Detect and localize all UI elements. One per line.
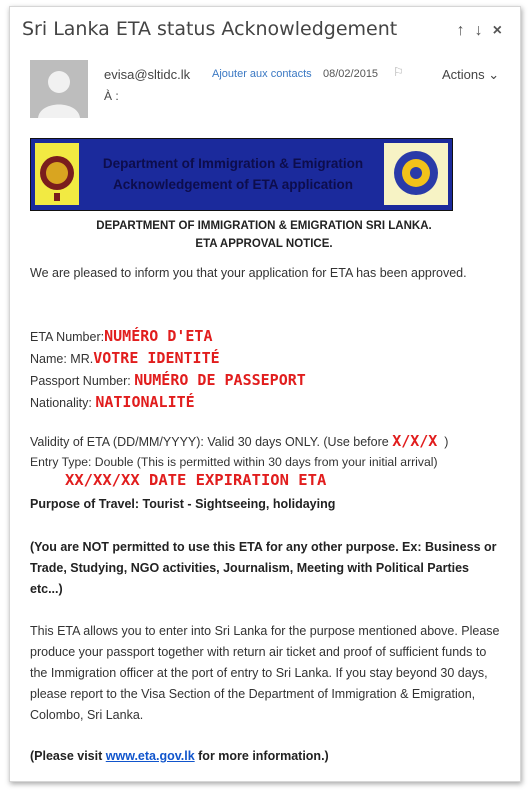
- email-subject: Sri Lanka ETA status Acknowledgement: [22, 18, 398, 40]
- department-banner: [30, 138, 453, 211]
- nationality-label: Nationality:: [30, 396, 92, 410]
- header-nav: [457, 22, 502, 40]
- info-paragraph: This ETA allows you to enter into Sri Lanka for the purpose mentioned above. Please produce your passport together with return air ticket and proof of sufficient funds to the Immigration officer at the port of entry to Sri Lanka. If you stay beyond 30 days, please report to the Visa Section of the Department of Immigration & Emigration, Colombo, Sri Lanka.: [30, 624, 500, 722]
- visit-line: [30, 746, 329, 767]
- validity-row: [30, 431, 510, 453]
- to-label: À :: [104, 89, 119, 103]
- add-to-contacts-link[interactable]: Ajouter aux contacts: [212, 68, 312, 80]
- flag-icon[interactable]: ⚐: [393, 65, 404, 79]
- purpose-of-travel: Purpose of Travel: Tourist - Sightseeing, holidaying: [30, 497, 336, 511]
- passport-row: [30, 370, 306, 392]
- message-date: 08/02/2015: [323, 68, 379, 80]
- passport-value: NUMÉRO DE PASSEPORT: [134, 371, 306, 389]
- close-icon[interactable]: ×: [492, 22, 502, 39]
- expiration-note: XX/XX/XX DATE EXPIRATION ETA: [65, 471, 327, 489]
- avatar: [30, 60, 88, 118]
- arrow-up-icon[interactable]: ↑: [456, 22, 465, 39]
- intro-paragraph: We are pleased to inform you that your application for ETA has been approved.: [30, 266, 467, 280]
- applicant-details: [30, 326, 306, 414]
- visit-suffix: for more information.): [194, 749, 329, 763]
- nationality-value: NATIONALITÉ: [95, 393, 195, 411]
- validity-label: Validity of ETA (DD/MM/YYYY): Valid 30 days ONLY. (Use before: [30, 435, 389, 449]
- entry-type: Entry Type: Double (This is permitted within 30 days from your initial arrival): [30, 455, 438, 469]
- immigration-emblem-icon: [384, 143, 448, 205]
- notice-heading: [30, 217, 498, 253]
- warning-paragraph: (You are NOT permitted to use this ETA for any other purpose. Ex: Business or Trade, Studying, NGO activities, Journalism, Meeting with Political Parties etc...): [30, 540, 497, 596]
- actions-menu[interactable]: [442, 67, 499, 83]
- eta-number-row: [30, 326, 306, 348]
- name-value: VOTRE IDENTITÉ: [93, 349, 220, 367]
- visit-prefix: (Please visit: [30, 749, 106, 763]
- eta-website-link[interactable]: www.eta.gov.lk: [105, 749, 195, 763]
- validity-close: ): [444, 435, 449, 449]
- sri-lanka-emblem-icon: [35, 143, 79, 205]
- validity-value: X/X/X: [392, 432, 438, 450]
- name-row: [30, 348, 306, 370]
- banner-title-line1: Department of Immigration & Emigration: [102, 156, 364, 171]
- chevron-down-icon: ⌄: [488, 67, 500, 82]
- sender-address[interactable]: evisa@sltidc.lk: [104, 67, 191, 82]
- passport-label: Passport Number:: [30, 374, 131, 388]
- eta-number-value: NUMÉRO D'ETA: [104, 327, 213, 345]
- eta-number-label: ETA Number:: [30, 330, 105, 344]
- notice-heading-line1: DEPARTMENT OF IMMIGRATION & EMIGRATION SRI LANKA.: [96, 220, 432, 232]
- actions-label: Actions: [442, 67, 485, 82]
- arrow-down-icon[interactable]: ↓: [474, 22, 483, 39]
- nationality-row: [30, 392, 306, 414]
- notice-heading-line2: ETA APPROVAL NOTICE.: [195, 238, 333, 250]
- banner-title-line2: Acknowledgement of ETA application: [112, 177, 354, 192]
- name-label: Name: MR.: [30, 352, 94, 366]
